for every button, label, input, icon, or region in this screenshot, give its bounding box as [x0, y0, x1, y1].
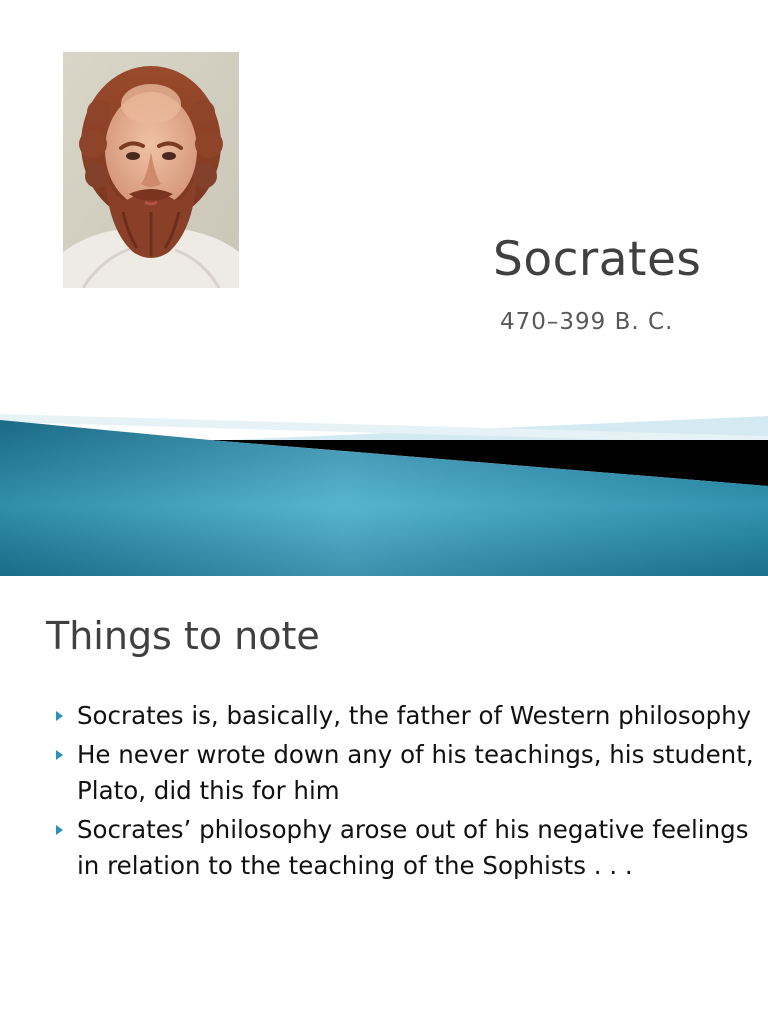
- slide-title: Socrates: [493, 232, 702, 287]
- triangle-bullet-icon: [56, 825, 63, 835]
- bullet-text: Socrates is, basically, the father of Western philosophy: [77, 701, 752, 730]
- socrates-portrait-illustration: [63, 52, 239, 288]
- bullet-item: [54, 812, 754, 884]
- slide-subtitle-dates: 470–399 B. C.: [500, 309, 674, 335]
- bullet-list: [54, 698, 754, 887]
- content-slide: [0, 576, 768, 1024]
- bullet-item: [54, 737, 754, 809]
- bullet-text: He never wrote down any of his teachings, his student, Plato, did this for him: [77, 740, 754, 805]
- bullet-text: Socrates’ philosophy arose out of his negative feelings in relation to the teaching of the Sophists . . .: [77, 815, 749, 880]
- socrates-portrait-image: [63, 52, 239, 288]
- triangle-bullet-icon: [56, 750, 63, 760]
- triangle-bullet-icon: [56, 711, 63, 721]
- slide-heading: Things to note: [46, 614, 320, 658]
- decorative-swoosh-band: [0, 414, 768, 576]
- bullet-item: [54, 698, 754, 734]
